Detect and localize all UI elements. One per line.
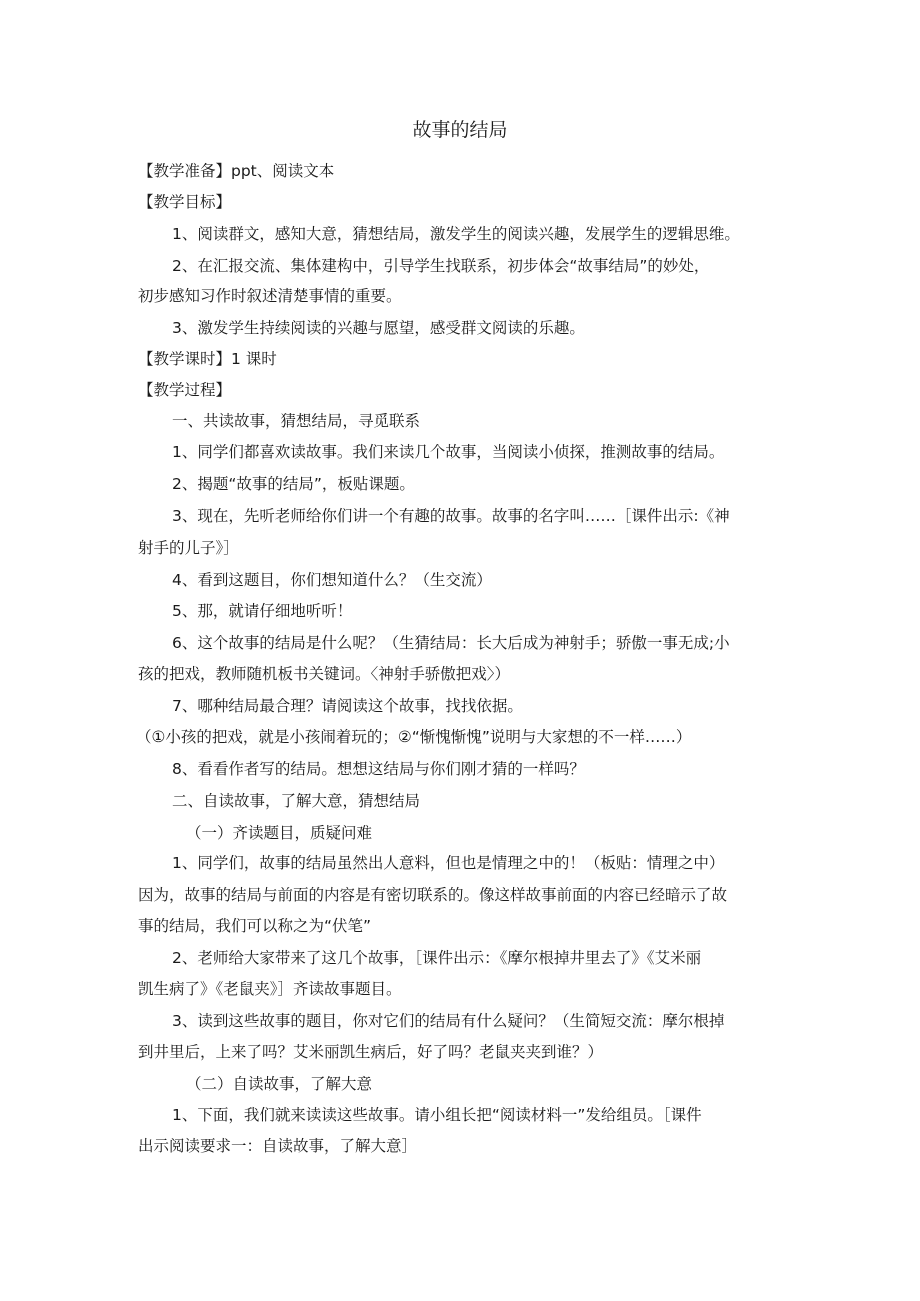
text-line-hours: 【教学课时】1 课时 <box>138 350 277 368</box>
text-line-step-3: 3、现在，先听老师给你们讲一个有趣的故事。故事的名字叫……［课件出示:《神 <box>172 507 730 525</box>
text-line-goal-2: 2、在汇报交流、集体建构中，引导学生找联系，初步体会“故事结局”的妙处， <box>172 257 710 275</box>
text-line-step-4: 4、看到这题目，你们想知道什么？（生交流） <box>172 571 492 589</box>
text-line-step-5: 5、那，就请仔细地听听！ <box>172 602 353 620</box>
text-line-sub2-step-1: 1、下面，我们就来读读这些故事。请小组长把“阅读材料一”发给组员。［课件 <box>172 1106 702 1124</box>
text-line-step-3-cont: 射手的儿子》］ <box>138 539 239 557</box>
text-line-goal-3: 3、激发学生持续阅读的兴趣与愿望，感受群文阅读的乐趣。 <box>172 319 585 337</box>
text-line-prep: 【教学准备】ppt、阅读文本 <box>138 162 335 180</box>
text-line-section-2: 二、自读故事，了解大意，猜想结局 <box>172 792 421 810</box>
text-line-goals-heading: 【教学目标】 <box>138 193 232 211</box>
text-line-step-8: 8、看看作者写的结局。想想这结局与你们刚才猜的一样吗？ <box>172 760 585 778</box>
text-line-sub1-step-2-cont: 凯生病了》《老鼠夹》］齐读故事题目。 <box>138 980 402 998</box>
text-line-step-6: 6、这个故事的结局是什么呢？（生猜结局：长大后成为神射手；骄傲一事无成;小 <box>172 634 730 652</box>
text-line-sub1-step-2: 2、老师给大家带来了这几个故事，［课件出示：《摩尔根掉井里去了》《艾米丽 <box>172 949 702 967</box>
text-line-step-7: 7、哪种结局最合理？请阅读这个故事，找找依据。 <box>172 697 523 715</box>
text-line-process-heading: 【教学过程】 <box>138 381 232 399</box>
text-line-sub1-step-3: 3、读到这些故事的题目，你对它们的结局有什么疑问？（生简短交流：摩尔根掉 <box>172 1012 725 1030</box>
text-line-sub1-step-3-cont: 到井里后，上来了吗？艾米丽凯生病后，好了吗？老鼠夹夹到谁？） <box>138 1043 604 1061</box>
text-line-goal-1: 1、阅读群文，感知大意，猜想结局，激发学生的阅读兴趣，发展学生的逻辑思维。 <box>172 225 740 243</box>
text-line-subsection-2: （二）自读故事，了解大意 <box>186 1075 373 1093</box>
text-line-sub1-step-1-cont: 因为，故事的结局与前面的内容是有密切联系的。像这样故事前面的内容已经暗示了故 <box>138 886 728 904</box>
text-line-sub1-step-1-cont2: 事的结局，我们可以称之为“伏笔” <box>138 917 372 935</box>
text-line-sub2-step-1-cont: 出示阅读要求一：自读故事，了解大意］ <box>138 1137 418 1155</box>
text-line-step-2: 2、揭题“故事的结局”，板贴课题。 <box>172 475 415 493</box>
text-line-section-1: 一、共读故事，猜想结局，寻觅联系 <box>172 412 421 430</box>
document-title: 故事的结局 <box>412 119 508 141</box>
text-line-step-6-cont: 孩的把戏，教师随机板书关键词。〈神射手骄傲把戏〉） <box>138 665 511 683</box>
text-line-sub1-step-1: 1、同学们，故事的结局虽然出人意料，但也是情理之中的！（板贴：情理之中） <box>172 854 725 872</box>
text-line-subsection-1: （一）齐读题目，质疑问难 <box>186 824 373 842</box>
text-line-step-1: 1、同学们都喜欢读故事。我们来读几个故事，当阅读小侦探，推测故事的结局。 <box>172 443 725 461</box>
text-line-goal-2-cont: 初步感知习作时叙述清楚事情的重要。 <box>138 287 402 305</box>
text-line-step-7-note: （①小孩的把戏，就是小孩闹着玩的；②“惭愧惭愧”说明与大家想的不一样……） <box>136 728 692 746</box>
